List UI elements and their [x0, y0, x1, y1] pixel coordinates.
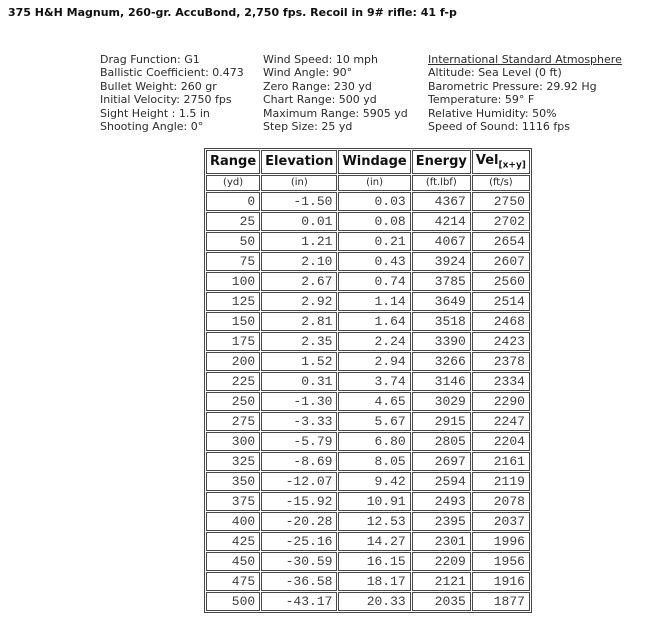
table-cell: 2697 [412, 452, 471, 471]
table-cell: 0.01 [261, 212, 337, 231]
table-cell: 3266 [412, 352, 471, 371]
table-cell: -1.30 [261, 392, 337, 411]
table-row [206, 212, 530, 231]
parameter-line: Temperature: 59° F [428, 93, 535, 107]
parameter-line: Shooting Angle: 0° [100, 120, 204, 134]
parameter-line: Initial Velocity: 2750 fps [100, 93, 232, 107]
table-cell: 3.74 [338, 372, 410, 391]
table-cell: 2.81 [261, 312, 337, 331]
table-cell: 100 [206, 272, 260, 291]
trajectory-table-body [206, 192, 530, 611]
parameter-line: Wind Angle: 90° [263, 66, 353, 80]
table-cell: 2334 [472, 372, 530, 391]
table-cell: 225 [206, 372, 260, 391]
table-cell: -1.50 [261, 192, 337, 211]
table-cell: 2247 [472, 412, 530, 431]
parameter-line: Bullet Weight: 260 gr [100, 79, 217, 93]
parameter-line: Relative Humidity: 50% [428, 106, 557, 120]
table-cell: -20.28 [261, 512, 337, 531]
table-cell: 2204 [472, 432, 530, 451]
table-cell: 16.15 [338, 552, 410, 571]
table-row [206, 392, 530, 411]
table-row [206, 312, 530, 331]
table-cell: 2119 [472, 472, 530, 491]
table-cell: 25 [206, 212, 260, 231]
table-row [206, 432, 530, 451]
table-row [206, 472, 530, 491]
table-cell: 75 [206, 252, 260, 271]
parameter-line: Chart Range: 500 yd [263, 93, 377, 107]
table-cell: 0.74 [338, 272, 410, 291]
table-cell: 5.67 [338, 412, 410, 431]
table-cell: 4214 [412, 212, 471, 231]
table-cell: 1956 [472, 552, 530, 571]
trajectory-table-head [206, 150, 530, 191]
parameters-column-atmosphere [428, 53, 622, 133]
table-row [206, 512, 530, 531]
column-header: Windage [338, 150, 410, 174]
unit-cell: (ft.lbf) [412, 175, 471, 191]
column-header: Vel$_{[x+y]}$ [472, 150, 530, 174]
table-cell: 2037 [472, 512, 530, 531]
table-cell: 1.64 [338, 312, 410, 331]
table-cell: 4367 [412, 192, 471, 211]
table-cell: 4.65 [338, 392, 410, 411]
table-cell: 0.21 [338, 232, 410, 251]
table-cell: 2.94 [338, 352, 410, 371]
table-cell: 200 [206, 352, 260, 371]
table-cell: 8.05 [338, 452, 410, 471]
table-cell: -30.59 [261, 552, 337, 571]
table-row [206, 292, 530, 311]
column-header: Elevation [261, 150, 337, 174]
table-cell: 2209 [412, 552, 471, 571]
parameter-line: Sight Height : 1.5 in [100, 106, 210, 120]
table-cell: 325 [206, 452, 260, 471]
table-cell: 14.27 [338, 532, 410, 551]
table-row [206, 452, 530, 471]
table-cell: 2.35 [261, 332, 337, 351]
table-row [206, 572, 530, 591]
table-cell: 3785 [412, 272, 471, 291]
table-cell: 2607 [472, 252, 530, 271]
table-cell: -12.07 [261, 472, 337, 491]
table-cell: -8.69 [261, 452, 337, 471]
table-cell: 1916 [472, 572, 530, 591]
table-cell: 0 [206, 192, 260, 211]
table-row [206, 232, 530, 251]
unit-cell: (yd) [206, 175, 260, 191]
table-cell: 2395 [412, 512, 471, 531]
table-cell: 1.14 [338, 292, 410, 311]
table-cell: 2560 [472, 272, 530, 291]
parameter-line: Altitude: Sea Level (0 ft) [428, 66, 562, 80]
unit-cell: (ft/s) [472, 175, 530, 191]
table-cell: -43.17 [261, 592, 337, 611]
table-cell: 9.42 [338, 472, 410, 491]
table-cell: -3.33 [261, 412, 337, 431]
table-cell: 3649 [412, 292, 471, 311]
table-cell: 2035 [412, 592, 471, 611]
table-cell: 2078 [472, 492, 530, 511]
table-cell: 3518 [412, 312, 471, 331]
table-cell: 2702 [472, 212, 530, 231]
parameter-line: Drag Function: G1 [100, 53, 200, 66]
units-row [206, 175, 530, 191]
table-cell: 125 [206, 292, 260, 311]
table-cell: 275 [206, 412, 260, 431]
table-cell: 2750 [472, 192, 530, 211]
table-cell: 2514 [472, 292, 530, 311]
table-cell: 3924 [412, 252, 471, 271]
table-cell: 2.10 [261, 252, 337, 271]
table-row [206, 272, 530, 291]
report-title: 375 H&H Magnum, 260-gr. AccuBond, 2,750 fps. Recoil in 9# rifle: 41 f-p [8, 6, 457, 19]
parameter-line: Zero Range: 230 yd [263, 79, 372, 93]
table-cell: 2.92 [261, 292, 337, 311]
parameter-line: Speed of Sound: 1116 fps [428, 120, 570, 134]
column-header: Energy [412, 150, 471, 174]
parameter-line: Step Size: 25 yd [263, 120, 353, 134]
table-cell: 2301 [412, 532, 471, 551]
table-cell: 12.53 [338, 512, 410, 531]
table-cell: -36.58 [261, 572, 337, 591]
parameter-line: Maximum Range: 5905 yd [263, 106, 408, 120]
table-cell: 20.33 [338, 592, 410, 611]
unit-cell: (in) [261, 175, 337, 191]
table-cell: 1.21 [261, 232, 337, 251]
atmosphere-heading: International Standard Atmosphere [428, 53, 622, 66]
table-cell: 475 [206, 572, 260, 591]
table-row [206, 372, 530, 391]
table-cell: 150 [206, 312, 260, 331]
table-cell: 2121 [412, 572, 471, 591]
table-cell: 350 [206, 472, 260, 491]
table-cell: 3146 [412, 372, 471, 391]
table-cell: 2378 [472, 352, 530, 371]
table-row [206, 192, 530, 211]
table-row [206, 412, 530, 431]
table-cell: 1996 [472, 532, 530, 551]
table-cell: 2.67 [261, 272, 337, 291]
table-cell: 0.08 [338, 212, 410, 231]
table-cell: 175 [206, 332, 260, 351]
table-cell: 0.03 [338, 192, 410, 211]
table-cell: 450 [206, 552, 260, 571]
table-cell: 1877 [472, 592, 530, 611]
table-cell: 2654 [472, 232, 530, 251]
table-cell: 6.80 [338, 432, 410, 451]
table-cell: 375 [206, 492, 260, 511]
table-cell: 2161 [472, 452, 530, 471]
parameter-line: Wind Speed: 10 mph [263, 53, 378, 66]
table-cell: 2423 [472, 332, 530, 351]
table-cell: -25.16 [261, 532, 337, 551]
parameter-line: Ballistic Coefficient: 0.473 [100, 66, 244, 80]
table-cell: 2594 [412, 472, 471, 491]
table-row [206, 332, 530, 351]
table-cell: 3390 [412, 332, 471, 351]
unit-cell: (in) [338, 175, 410, 191]
atmosphere-lines [428, 66, 622, 133]
table-row [206, 352, 530, 371]
table-cell: 300 [206, 432, 260, 451]
table-cell: 2290 [472, 392, 530, 411]
table-cell: 0.31 [261, 372, 337, 391]
table-cell: 500 [206, 592, 260, 611]
table-cell: 400 [206, 512, 260, 531]
table-row [206, 532, 530, 551]
parameter-line: Barometric Pressure: 29.92 Hg [428, 79, 597, 93]
table-cell: 10.91 [338, 492, 410, 511]
column-header: Range [206, 150, 260, 174]
parameters-column-conditions [263, 53, 408, 133]
table-row [206, 552, 530, 571]
table-cell: -15.92 [261, 492, 337, 511]
table-cell: 250 [206, 392, 260, 411]
table-cell: 2468 [472, 312, 530, 331]
table-cell: 50 [206, 232, 260, 251]
table-row [206, 252, 530, 271]
table-row [206, 492, 530, 511]
table-cell: 0.43 [338, 252, 410, 271]
table-cell: -5.79 [261, 432, 337, 451]
table-cell: 2493 [412, 492, 471, 511]
table-cell: 3029 [412, 392, 471, 411]
table-cell: 18.17 [338, 572, 410, 591]
table-cell: 425 [206, 532, 260, 551]
table-row [206, 592, 530, 611]
parameters-column-ballistics [100, 53, 244, 133]
header-row [206, 150, 530, 174]
table-cell: 2805 [412, 432, 471, 451]
table-cell: 1.52 [261, 352, 337, 371]
table-cell: 2915 [412, 412, 471, 431]
table-cell: 4067 [412, 232, 471, 251]
trajectory-table [204, 148, 532, 613]
table-cell: 2.24 [338, 332, 410, 351]
vel-subscript: [x+y] [498, 160, 526, 171]
